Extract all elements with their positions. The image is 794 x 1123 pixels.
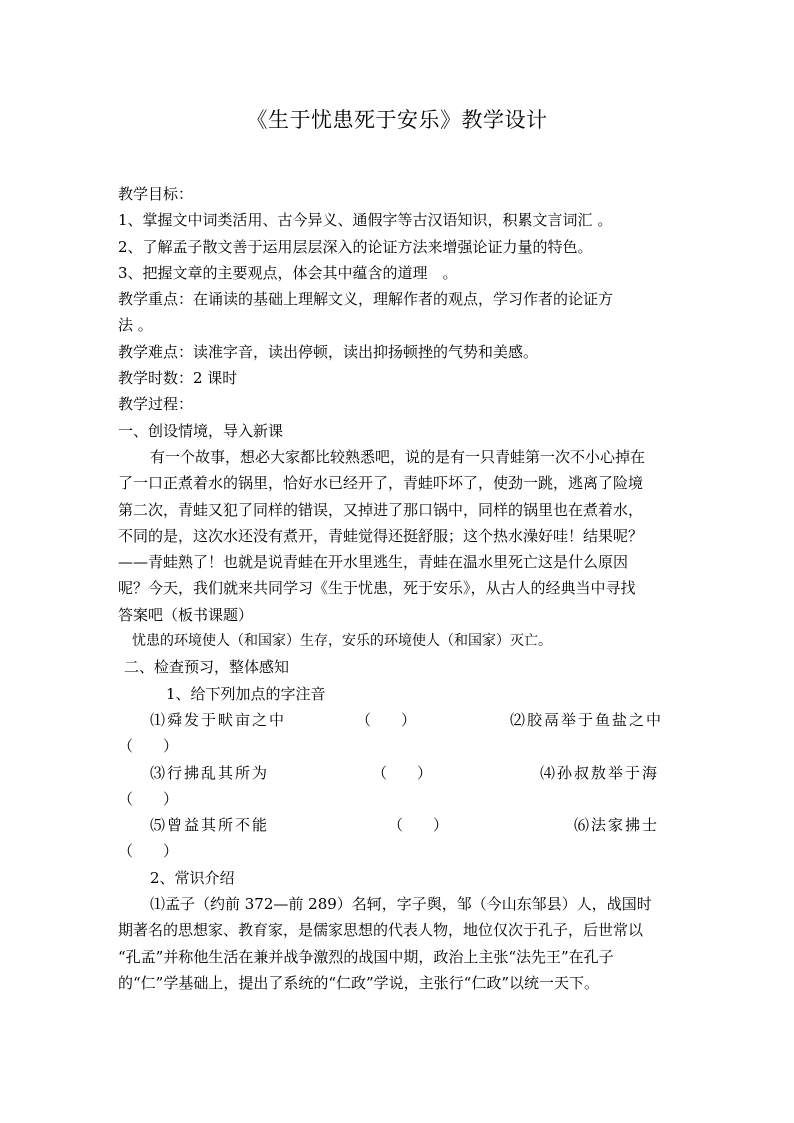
goal-2: 2、了解孟子散文善于运用层层深入的论证方法来增强论证力量的特色。 — [118, 237, 593, 256]
mencius-line-2: 期著名的思想家、教育家，是儒家思想的代表人物，地位仅次于孔子，后世常以 — [118, 921, 644, 940]
question-row-3 — [118, 812, 678, 838]
document-body — [118, 181, 678, 996]
question-2-blank: （ ） — [118, 737, 179, 756]
story-line-3: 第二次，青蛙又犯了同样的错误，又掉进了那口锅中，同样的锅里也在煮着水， — [118, 500, 644, 519]
question-3-blank: （ ） — [372, 763, 433, 782]
difficulty-line: 教学难点：读准字音，读出停顿，读出抑扬顿挫的气势和美感。 — [118, 342, 539, 361]
question-5: ⑸曾益其所不能 — [150, 816, 270, 835]
question-1-blank: （ ） — [356, 710, 417, 729]
subsection-2-heading: 2、常识介绍 — [150, 868, 235, 887]
section-2-heading: 二、检查预习，整体感知 — [124, 658, 290, 677]
goal-3: 3、把握文章的主要观点，体会其中蕴含的道理 。 — [118, 263, 458, 282]
time-line: 教学时数：2 课时 — [118, 369, 238, 388]
question-5-blank: （ ） — [388, 816, 449, 835]
question-row-2 — [118, 760, 678, 786]
question-2: ⑵胶鬲举于鱼盐之中 — [510, 710, 664, 729]
question-3: ⑶行拂乱其所为 — [150, 763, 270, 782]
mencius-line-1: ⑴孟子（约前 372—前 289）名轲，字子舆，邹（今山东邹县）人，战国时 — [150, 895, 652, 914]
key-points-line-1: 教学重点：在诵读的基础上理解文义，理解作者的观点，学习作者的论证方 — [118, 290, 614, 309]
question-6-blank: （ ） — [118, 842, 179, 861]
key-points-line-2: 法 。 — [118, 316, 153, 335]
question-1: ⑴舜发于畎亩之中 — [150, 710, 287, 729]
page-title: 《生于忧患死于安乐》教学设计 — [246, 108, 548, 132]
question-row-1 — [118, 707, 678, 733]
goals-heading: 教学目标： — [118, 185, 194, 203]
question-4: ⑷孙叔敖举于海 — [540, 763, 660, 782]
story-line-6: 呢？今天，我们就来共同学习《生于忧患，死于安乐》，从古人的经典当中寻找 — [118, 579, 636, 598]
story-line-2: 了一口正煮着水的锅里，恰好水已经开了，青蛙吓坏了，使劲一跳，逃离了险境 — [118, 474, 644, 493]
process-heading: 教学过程： — [118, 395, 194, 414]
story-line-7: 答案吧（板书课题） — [118, 605, 254, 624]
question-4-blank: （ ） — [118, 789, 179, 808]
subsection-1-heading: 1、给下列加点的字注音 — [166, 684, 326, 703]
question-6: ⑹法家拂士 — [574, 816, 660, 835]
summary-line: 忧患的环境使人（和国家）生存，安乐的环境使人（和国家）灭亡。 — [132, 633, 552, 650]
mencius-line-4: 的“仁”学基础上，提出了系统的“仁政”学说，主张行“仁政”以统一天下。 — [118, 973, 600, 992]
story-line-5: ——青蛙熟了！也就是说青蛙在开水里逃生，青蛙在温水里死亡这是什么原因 — [118, 553, 629, 572]
mencius-line-3: “孔孟”并称他生活在兼并战争激烈的战国中期，政治上主张“法先王”在孔子 — [118, 947, 614, 966]
goal-1: 1、掌握文中词类活用、古今异义、通假字等古汉语知识，积累文言词汇 。 — [118, 211, 613, 230]
section-1-heading: 一、创设情境，导入新课 — [118, 421, 284, 440]
story-line-4: 不同的是，这次水还没有煮开，青蛙觉得还挺舒服；这个热水澡好哇！结果呢？ — [118, 526, 644, 545]
story-line-1: 有一个故事，想必大家都比较熟悉吧，说的是有一只青蛙第一次不小心掉在 — [150, 447, 646, 466]
